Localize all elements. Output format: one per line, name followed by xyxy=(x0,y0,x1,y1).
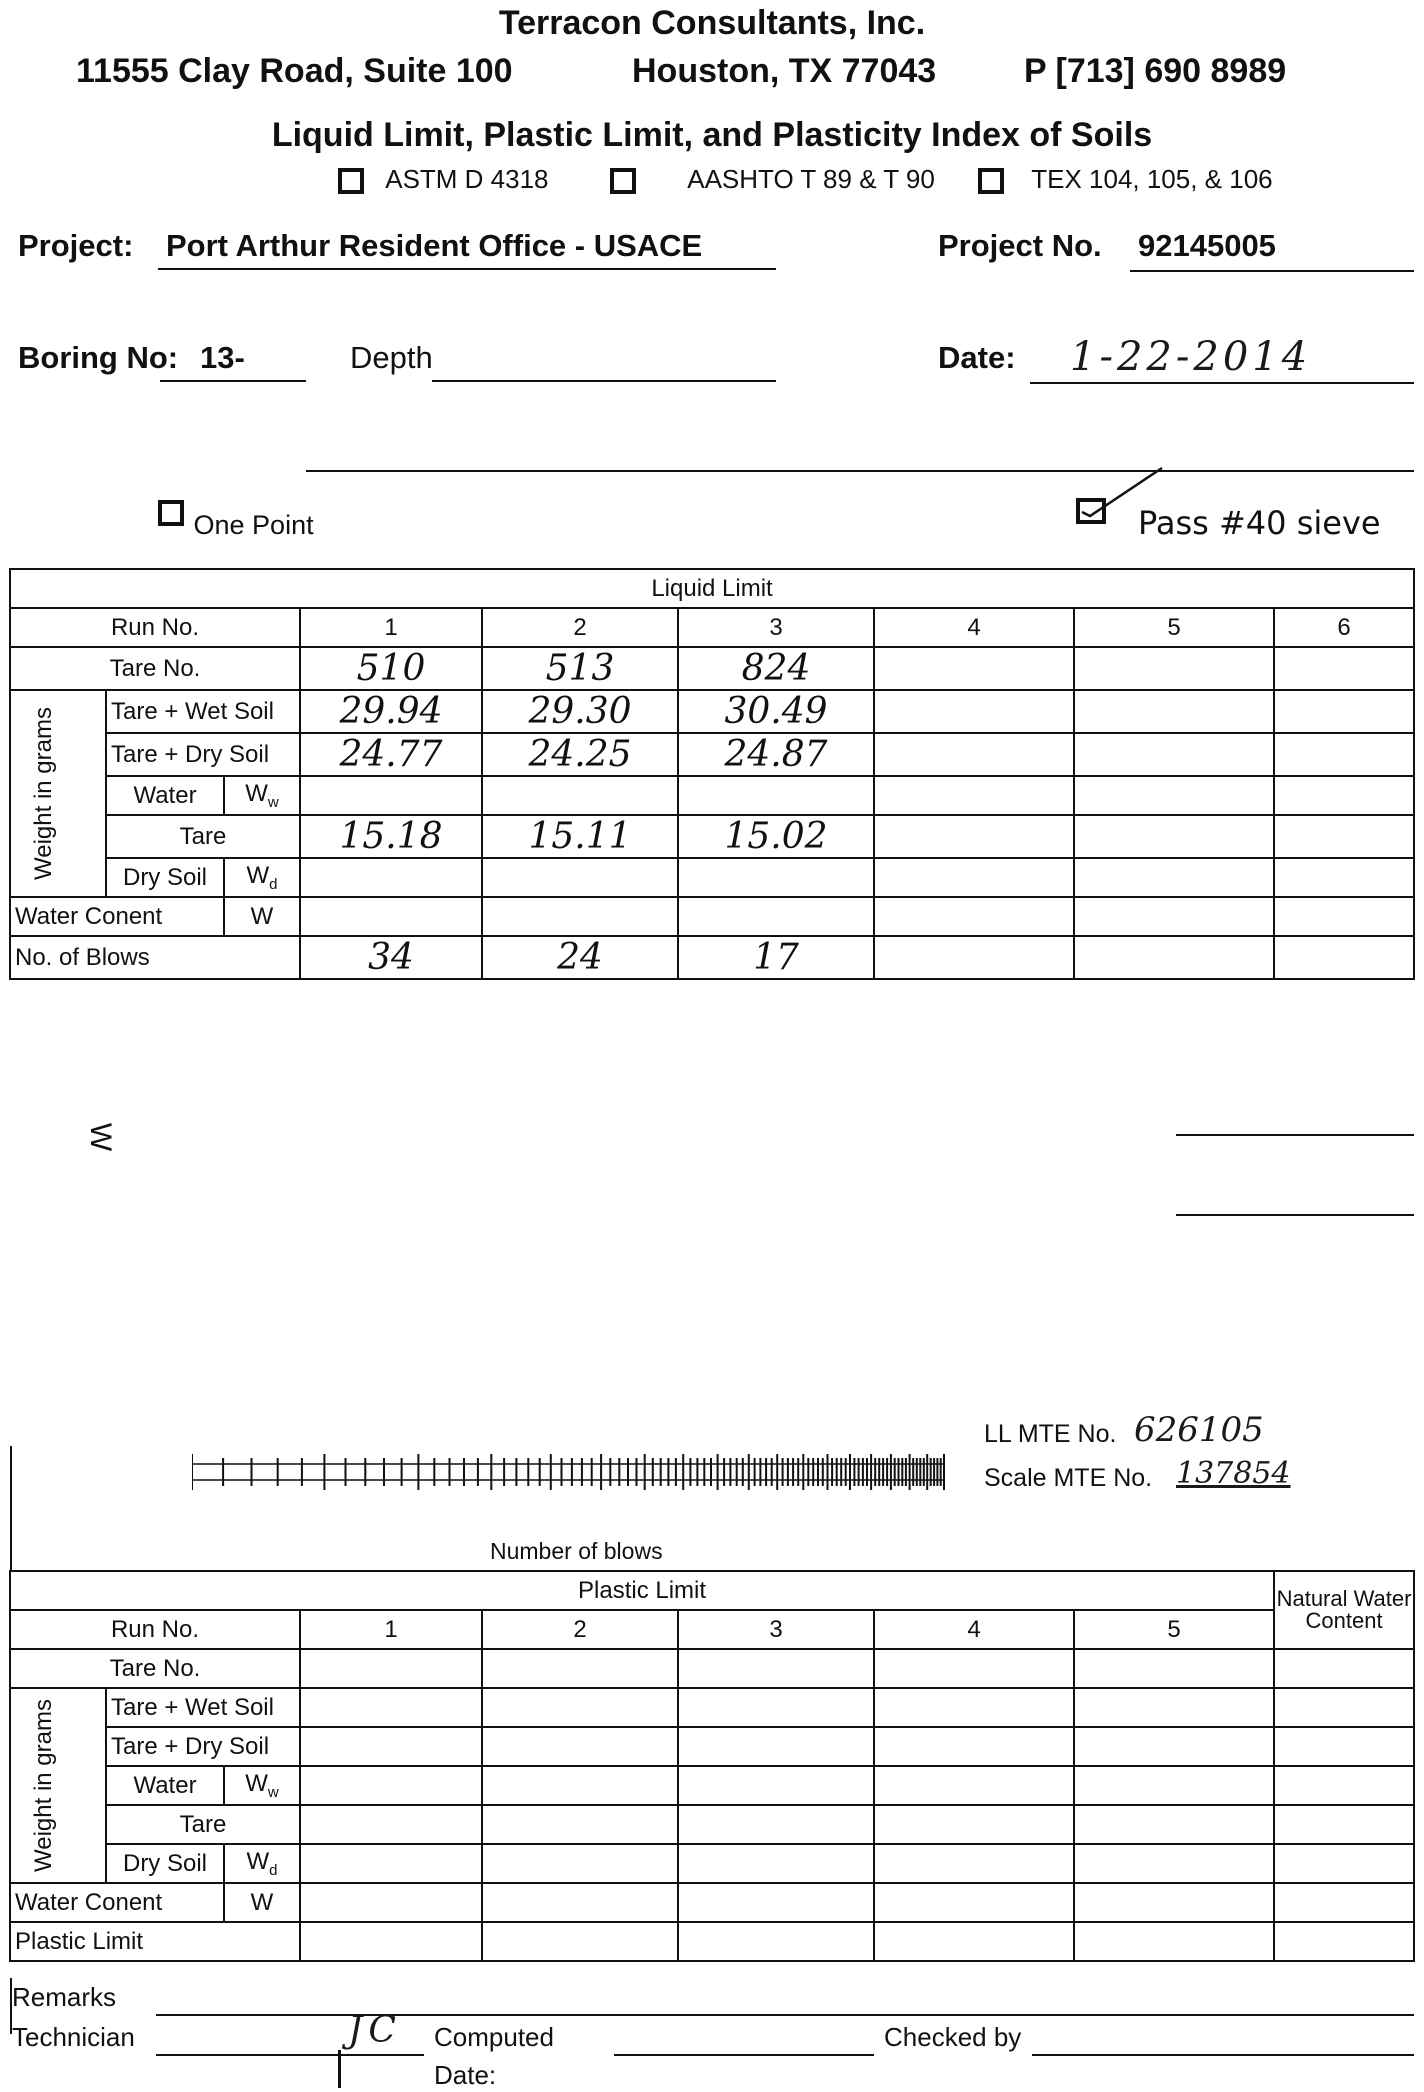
pl-tare-wet-3[interactable] xyxy=(678,1688,874,1727)
ll-tare-2[interactable]: 15.11 xyxy=(482,815,678,858)
ll-tare-dry-4[interactable] xyxy=(874,733,1074,776)
pl-tare-no-label: Tare No. xyxy=(10,1649,300,1688)
pl-water-5[interactable] xyxy=(1074,1766,1274,1805)
pl-water-content-natural[interactable] xyxy=(1274,1883,1414,1922)
ll-tare-6[interactable] xyxy=(1274,815,1414,858)
ll-tare-3[interactable]: 15.02 xyxy=(678,815,874,858)
pl-run-2: 2 xyxy=(482,1610,678,1649)
depth-underline xyxy=(432,380,776,382)
ll-water-2[interactable] xyxy=(482,776,678,815)
boring-underline xyxy=(160,380,306,382)
company-city: Houston, TX 77043 xyxy=(632,52,937,90)
company-address: 11555 Clay Road, Suite 100 xyxy=(76,52,513,90)
project-value: Port Arthur Resident Office - USACE xyxy=(166,228,703,263)
ll-tare-wet-2[interactable]: 29.30 xyxy=(482,690,678,733)
pl-tare-wet-2[interactable] xyxy=(482,1688,678,1727)
pl-tare-dry-1[interactable] xyxy=(300,1727,482,1766)
pl-tare-dry-4[interactable] xyxy=(874,1727,1074,1766)
ll-tare-dry-2[interactable]: 24.25 xyxy=(482,733,678,776)
pl-run-label: Run No. xyxy=(10,1610,300,1649)
ll-tare-dry-1[interactable]: 24.77 xyxy=(300,733,482,776)
pl-dry-soil-2[interactable] xyxy=(482,1844,678,1883)
pl-dry-soil-natural[interactable] xyxy=(1274,1844,1414,1883)
checkbox-astm-icon[interactable] xyxy=(338,168,364,194)
depth-label: Depth xyxy=(350,340,433,375)
ll-run-2: 2 xyxy=(482,608,678,647)
checkbox-one-point-icon[interactable] xyxy=(158,500,184,526)
pl-water-1[interactable] xyxy=(300,1766,482,1805)
ll-tare-5[interactable] xyxy=(1074,815,1274,858)
ll-water-label: Water xyxy=(106,776,224,815)
pl-tare-no-1[interactable] xyxy=(300,1649,482,1688)
ll-water-content-6[interactable] xyxy=(1274,897,1414,936)
chart-line-2 xyxy=(1176,1214,1414,1216)
project-underline xyxy=(158,268,776,270)
chart-line-1 xyxy=(1176,1134,1414,1136)
ll-wd-symbol: $W_d$ xyxy=(224,858,300,897)
ll-tare-wet-label: Tare + Wet Soil xyxy=(106,690,300,733)
date-underline xyxy=(1030,382,1414,384)
ll-dry-soil-1[interactable] xyxy=(300,858,482,897)
boring-value: 13- xyxy=(200,340,245,375)
ll-mte-label: LL MTE No. xyxy=(984,1420,1117,1448)
chart-y-label: W xyxy=(84,1122,118,1152)
signature-mark xyxy=(338,2050,341,2088)
ll-dry-soil-4[interactable] xyxy=(874,858,1074,897)
company-name: Terracon Consultants, Inc. xyxy=(498,4,926,42)
pl-tare-4[interactable] xyxy=(874,1805,1074,1844)
ll-tare-wet-1[interactable]: 29.94 xyxy=(300,690,482,733)
ll-run-3: 3 xyxy=(678,608,874,647)
ll-water-1[interactable] xyxy=(300,776,482,815)
pl-tare-no-5[interactable] xyxy=(1074,1649,1274,1688)
standard-aashto[interactable]: AASHTO T 89 & T 90 xyxy=(610,164,935,195)
pl-tare-1[interactable] xyxy=(300,1805,482,1844)
ll-tare-dry-3[interactable]: 24.87 xyxy=(678,733,874,776)
footer-date-label: Date: xyxy=(434,2060,497,2090)
pl-title: Plastic Limit xyxy=(10,1571,1274,1610)
ll-tare-no-4[interactable] xyxy=(874,647,1074,690)
pl-plastic-limit-2[interactable] xyxy=(482,1922,678,1961)
technician-value: JC xyxy=(348,2010,402,2051)
pl-run-5: 5 xyxy=(1074,1610,1274,1649)
pl-natural-label: Natural Water Content xyxy=(1274,1571,1414,1649)
pl-tare-dry-5[interactable] xyxy=(1074,1727,1274,1766)
ll-tare-dry-6[interactable] xyxy=(1274,733,1414,776)
ll-blows-3[interactable]: 17 xyxy=(678,936,874,979)
pl-water-content-1[interactable] xyxy=(300,1883,482,1922)
pl-plastic-limit-5[interactable] xyxy=(1074,1922,1274,1961)
standard-astm[interactable]: ASTM D 4318 xyxy=(338,164,549,195)
ll-tare-dry-label: Tare + Dry Soil xyxy=(106,733,300,776)
ll-tare-no-label: Tare No. xyxy=(10,647,300,690)
technician-line[interactable] xyxy=(156,2054,424,2056)
standard-tex[interactable]: TEX 104, 105, & 106 xyxy=(978,164,1273,195)
ll-run-4: 4 xyxy=(874,608,1074,647)
ll-weight-label: Weight in grams xyxy=(30,707,57,880)
pl-plastic-limit-natural[interactable] xyxy=(1274,1922,1414,1961)
pl-dry-soil-4[interactable] xyxy=(874,1844,1074,1883)
ll-tare-wet-6[interactable] xyxy=(1274,690,1414,733)
pl-tare-3[interactable] xyxy=(678,1805,874,1844)
blank-line xyxy=(306,470,1414,472)
pl-run-4: 4 xyxy=(874,1610,1074,1649)
ll-tare-label: Tare xyxy=(106,815,300,858)
ll-run-1: 1 xyxy=(300,608,482,647)
ll-weight-label-cell xyxy=(10,690,106,897)
remarks-line[interactable] xyxy=(156,2014,1414,2016)
pl-dry-soil-label: Dry Soil xyxy=(106,1844,224,1883)
pl-water-content-3[interactable] xyxy=(678,1883,874,1922)
ll-blows-4[interactable] xyxy=(874,936,1074,979)
ll-mte-value: 626105 xyxy=(1134,1410,1264,1450)
pl-ww-symbol: $W_w$ xyxy=(224,1766,300,1805)
pl-plastic-limit-3[interactable] xyxy=(678,1922,874,1961)
ll-tare-wet-5[interactable] xyxy=(1074,690,1274,733)
pl-dry-soil-1[interactable] xyxy=(300,1844,482,1883)
ll-water-5[interactable] xyxy=(1074,776,1274,815)
ll-tare-no-1[interactable]: 510 xyxy=(300,647,482,690)
pl-tare-no-2[interactable] xyxy=(482,1649,678,1688)
pl-tare-no-4[interactable] xyxy=(874,1649,1074,1688)
pl-wd-symbol: $W_d$ xyxy=(224,1844,300,1883)
checkbox-aashto-icon[interactable] xyxy=(610,168,636,194)
pl-tare-label: Tare xyxy=(106,1805,300,1844)
pl-water-2[interactable] xyxy=(482,1766,678,1805)
pl-tare-no-3[interactable] xyxy=(678,1649,874,1688)
pl-water-content-4[interactable] xyxy=(874,1883,1074,1922)
ll-w-symbol: W xyxy=(224,897,300,936)
project-no-label: Project No. xyxy=(938,228,1102,263)
pl-plastic-limit-1[interactable] xyxy=(300,1922,482,1961)
project-no-value: 92145005 xyxy=(1138,228,1276,263)
ll-water-content-4[interactable] xyxy=(874,897,1074,936)
pl-tare-dry-natural[interactable] xyxy=(1274,1727,1414,1766)
ll-dry-soil-6[interactable] xyxy=(1274,858,1414,897)
ll-tare-no-3[interactable]: 824 xyxy=(678,647,874,690)
chart-x-label: Number of blows xyxy=(490,1538,663,1564)
pl-water-content-5[interactable] xyxy=(1074,1883,1274,1922)
pl-tare-5[interactable] xyxy=(1074,1805,1274,1844)
ll-water-content-1[interactable] xyxy=(300,897,482,936)
ll-blows-label: No. of Blows xyxy=(10,936,300,979)
liquid-limit-table xyxy=(9,568,1415,980)
ll-dry-soil-label: Dry Soil xyxy=(106,858,224,897)
chart-x-axis-scale xyxy=(192,1454,952,1496)
ll-water-content-3[interactable] xyxy=(678,897,874,936)
pl-water-3[interactable] xyxy=(678,1766,874,1805)
scale-mte-value: 137854 xyxy=(1176,1456,1291,1491)
ll-water-content-2[interactable] xyxy=(482,897,678,936)
pl-tare-wet-natural[interactable] xyxy=(1274,1688,1414,1727)
option-one-point[interactable]: One Point xyxy=(158,500,314,531)
ll-title: Liquid Limit xyxy=(10,569,1414,608)
chart-left-border xyxy=(10,1446,12,1570)
computed-label: Computed xyxy=(434,2022,554,2052)
ll-tare-wet-3[interactable]: 30.49 xyxy=(678,690,874,733)
project-label: Project: xyxy=(18,228,134,263)
ll-tare-no-2[interactable]: 513 xyxy=(482,647,678,690)
date-value: 1-22-2014 xyxy=(1070,334,1312,380)
pl-water-label: Water xyxy=(106,1766,224,1805)
pl-tare-wet-1[interactable] xyxy=(300,1688,482,1727)
pl-plastic-limit-label: Plastic Limit xyxy=(10,1922,300,1961)
pl-tare-wet-4[interactable] xyxy=(874,1688,1074,1727)
ll-blows-1[interactable]: 34 xyxy=(300,936,482,979)
ll-blows-5[interactable] xyxy=(1074,936,1274,979)
pl-tare-dry-label: Tare + Dry Soil xyxy=(106,1727,300,1766)
technician-label: Technician xyxy=(12,2022,135,2052)
pl-tare-2[interactable] xyxy=(482,1805,678,1844)
ll-tare-no-5[interactable] xyxy=(1074,647,1274,690)
ll-tare-wet-4[interactable] xyxy=(874,690,1074,733)
form-title: Liquid Limit, Plastic Limit, and Plasticity Index of Soils xyxy=(271,116,1153,154)
remarks-label: Remarks xyxy=(12,1982,117,2012)
pl-weight-label-cell xyxy=(10,1688,106,1883)
scale-mte-label: Scale MTE No. xyxy=(984,1464,1153,1492)
pl-weight-label: Weight in grams xyxy=(30,1699,57,1872)
ll-run-6: 6 xyxy=(1274,608,1414,647)
pl-run-3: 3 xyxy=(678,1610,874,1649)
ll-water-content-label: Water Conent xyxy=(10,897,224,936)
pl-dry-soil-3[interactable] xyxy=(678,1844,874,1883)
pl-water-4[interactable] xyxy=(874,1766,1074,1805)
pl-dry-soil-5[interactable] xyxy=(1074,1844,1274,1883)
ll-dry-soil-5[interactable] xyxy=(1074,858,1274,897)
pl-run-1: 1 xyxy=(300,1610,482,1649)
date-label: Date: xyxy=(938,340,1016,375)
pl-tare-wet-label: Tare + Wet Soil xyxy=(106,1688,300,1727)
computed-line[interactable] xyxy=(614,2054,874,2056)
ll-dry-soil-3[interactable] xyxy=(678,858,874,897)
checked-label: Checked by xyxy=(884,2022,1022,2052)
pl-tare-natural[interactable] xyxy=(1274,1805,1414,1844)
ll-tare-1[interactable]: 15.18 xyxy=(300,815,482,858)
checked-line[interactable] xyxy=(1032,2054,1414,2056)
pl-water-content-2[interactable] xyxy=(482,1883,678,1922)
checkbox-pass-sieve-icon[interactable] xyxy=(1076,494,1116,534)
company-phone: P [713] 690 8989 xyxy=(1024,52,1287,90)
pl-water-content-label: Water Conent xyxy=(10,1883,224,1922)
ll-ww-symbol: $W_w$ xyxy=(224,776,300,815)
ll-run-5: 5 xyxy=(1074,608,1274,647)
project-no-underline xyxy=(1130,270,1414,272)
ll-tare-4[interactable] xyxy=(874,815,1074,858)
ll-tare-dry-5[interactable] xyxy=(1074,733,1274,776)
boring-label: Boring No: xyxy=(18,340,179,375)
plastic-limit-table xyxy=(9,1570,1415,1962)
ll-water-content-5[interactable] xyxy=(1074,897,1274,936)
pl-tare-dry-3[interactable] xyxy=(678,1727,874,1766)
pl-tare-dry-2[interactable] xyxy=(482,1727,678,1766)
pl-w-symbol: W xyxy=(224,1883,300,1922)
ll-water-3[interactable] xyxy=(678,776,874,815)
pl-tare-no-natural[interactable] xyxy=(1274,1649,1414,1688)
ll-blows-6[interactable] xyxy=(1274,936,1414,979)
pl-tare-wet-5[interactable] xyxy=(1074,1688,1274,1727)
pl-plastic-limit-4[interactable] xyxy=(874,1922,1074,1961)
pl-water-natural[interactable] xyxy=(1274,1766,1414,1805)
ll-run-label: Run No. xyxy=(10,608,300,647)
checkbox-tex-icon[interactable] xyxy=(978,168,1004,194)
ll-tare-no-6[interactable] xyxy=(1274,647,1414,690)
ll-water-6[interactable] xyxy=(1274,776,1414,815)
ll-blows-2[interactable]: 24 xyxy=(482,936,678,979)
ll-water-4[interactable] xyxy=(874,776,1074,815)
ll-dry-soil-2[interactable] xyxy=(482,858,678,897)
pass-sieve-label: Pass #40 sieve xyxy=(1138,504,1381,542)
